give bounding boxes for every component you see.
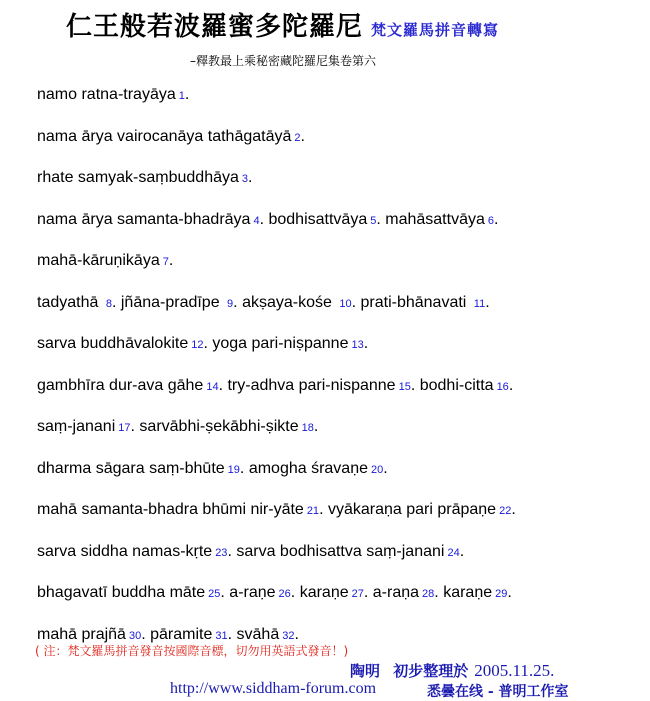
verse-punct: . [313,418,319,435]
verse-punct: . [239,459,245,477]
verse-text: bodhisattvāya [268,210,368,228]
verse-number: 7 [162,256,169,268]
verse-line [37,329,516,371]
verse-text: rhate samyak-saṃbuddhāya [37,169,239,186]
verse-punct: . [220,584,225,601]
verse-number: 4 [253,214,260,227]
verse-number: 16 [496,380,509,393]
verse-number: 3 [241,173,249,185]
verse-number: 22 [499,505,512,517]
verse-text: pāramite [150,625,213,643]
verse-text: tadyathā [37,293,103,311]
verse-punct: . [300,127,305,145]
page-title: 仁王般若波羅蜜多陀羅尼 [66,12,364,42]
verse-text: amogha śravaṇe [248,459,368,477]
verse-number: 17 [118,422,131,434]
verse-text: dharma sāgara saṃ-bhūte [37,459,225,477]
verse-text: saṃ-janani [37,418,116,435]
verse-number: 5 [370,214,377,227]
source-citation: –釋教最上乘秘密藏陀羅尼集卷第六 [190,54,377,68]
verse-number: 2 [294,131,301,144]
website-link[interactable]: http://www.siddham-forum.com [170,680,377,697]
verse-punct: . [351,293,357,311]
verse-number: 8 [105,297,112,310]
studio-name: 悉曇在线 - 普明工作室 [427,684,569,700]
verse-line [37,371,516,413]
verse-text: svāhā [236,625,280,643]
verse-line [37,163,516,205]
verse-line [37,412,516,454]
verse-punct: . [203,335,208,352]
verse-text: namo ratna-trayāya [37,86,176,103]
verse-punct: . [233,293,238,311]
verse-punct: . [376,210,381,228]
verse-text: karaṇe [443,584,493,601]
verse-punct: . [168,252,174,269]
verse-punct: . [507,584,512,601]
verse-punct: . [259,210,265,228]
credit-date: 2005.11.25. [474,661,555,680]
verse-text: nama ārya samanta-bhadrāya [37,210,251,228]
verse-number: 19 [227,463,240,476]
verse-number: 15 [398,380,411,393]
verse-punct: . [130,418,135,435]
verse-number: 24 [447,546,460,559]
verse-number: 26 [278,588,291,600]
verse-list [37,80,516,661]
verse-text: gambhīra dur-ava gāhe [37,376,204,394]
verse-punct: . [508,376,514,394]
verse-punct: . [227,625,233,643]
verse-text: vyākaraṇa pari prāpaṇe [327,501,497,518]
verse-punct: . [111,293,117,311]
verse-punct: . [434,584,439,601]
verse-text: bhagavatī buddha māte [37,584,206,601]
verse-line [37,495,516,537]
verse-text: sarva bodhisattva saṃ-janani [236,542,445,560]
verse-punct: . [227,542,232,560]
verse-text: mahā-kāruṇikāya [37,252,160,269]
verse-text: sarvābhi-ṣekābhi-ṣikte [139,418,299,435]
verse-text: mahāsattvāya [385,210,485,228]
verse-number: 18 [301,422,314,434]
verse-number: 1 [178,90,185,102]
verse-number: 14 [206,380,219,393]
verse-text: prati-bhānavati [360,293,471,311]
verse-punct: . [410,376,416,394]
verse-text: a-raṇe [229,584,276,601]
verse-text: mahā prajñā [37,625,126,643]
verse-number: 10 [339,297,352,310]
verse-punct: . [363,335,369,352]
verse-number: 27 [351,588,364,600]
verse-number: 13 [351,339,364,351]
verse-punct: . [218,376,224,394]
verse-number: 9 [227,297,234,310]
verse-line [37,537,516,579]
author-name: 陶明 [350,662,381,680]
verse-punct: . [363,584,369,601]
verse-number: 21 [306,505,320,517]
verse-number: 11 [473,297,486,310]
verse-number: 25 [208,588,221,600]
page-subtitle: 梵文羅馬拼音轉寫 [371,21,500,39]
verse-text: yoga pari-niṣpanne [212,335,349,352]
verse-line [37,80,516,122]
verse-text: sarva buddhāvalokite [37,335,189,352]
verse-line [37,246,516,288]
verse-line [37,205,516,247]
verse-line [37,578,516,620]
verse-punct: . [319,501,324,518]
verse-number: 23 [215,546,228,559]
verse-number: 29 [495,588,508,600]
verse-text: try-adhva pari-nispanne [227,376,396,394]
verse-line [37,288,516,330]
credit-line [350,660,554,681]
verse-number: 31 [215,629,228,642]
verse-text: karaṇe [299,584,349,601]
verse-line [37,122,516,164]
verse-number: 30 [128,629,142,642]
verse-number: 28 [422,588,435,600]
title-row [66,6,499,43]
verse-punct: . [511,501,516,518]
verse-text: nama ārya vairocanāya tathāgatāyā [37,127,292,145]
verse-text: sarva siddha namas-kṛte [37,542,213,560]
verse-punct: . [383,459,388,477]
verse-punct: . [141,625,146,643]
verse-punct: . [248,169,253,186]
pronunciation-note: ( 注：梵文羅馬拼音發音按國際音標，切勿用英語式發音！) [35,644,349,658]
verse-punct: . [294,625,299,643]
verse-punct: . [485,293,490,311]
verse-number: 12 [191,339,204,351]
verse-punct: . [290,584,296,601]
verse-text: bodhi-citta [419,376,494,394]
verse-punct: . [493,210,499,228]
verse-line [37,454,516,496]
verse-punct: . [184,86,190,103]
verse-text: mahā samanta-bhadra bhūmi nir-yāte [37,501,304,518]
verse-number: 20 [371,463,384,476]
verse-number: 6 [487,214,494,227]
verse-text: jñāna-pradīpe [120,293,225,311]
verse-number: 32 [282,629,295,642]
credit-action: 初步整理於 [393,662,469,680]
verse-text: akṣaya-kośe [242,293,337,311]
verse-text: a-raṇa [372,584,420,601]
verse-punct: . [459,542,465,560]
